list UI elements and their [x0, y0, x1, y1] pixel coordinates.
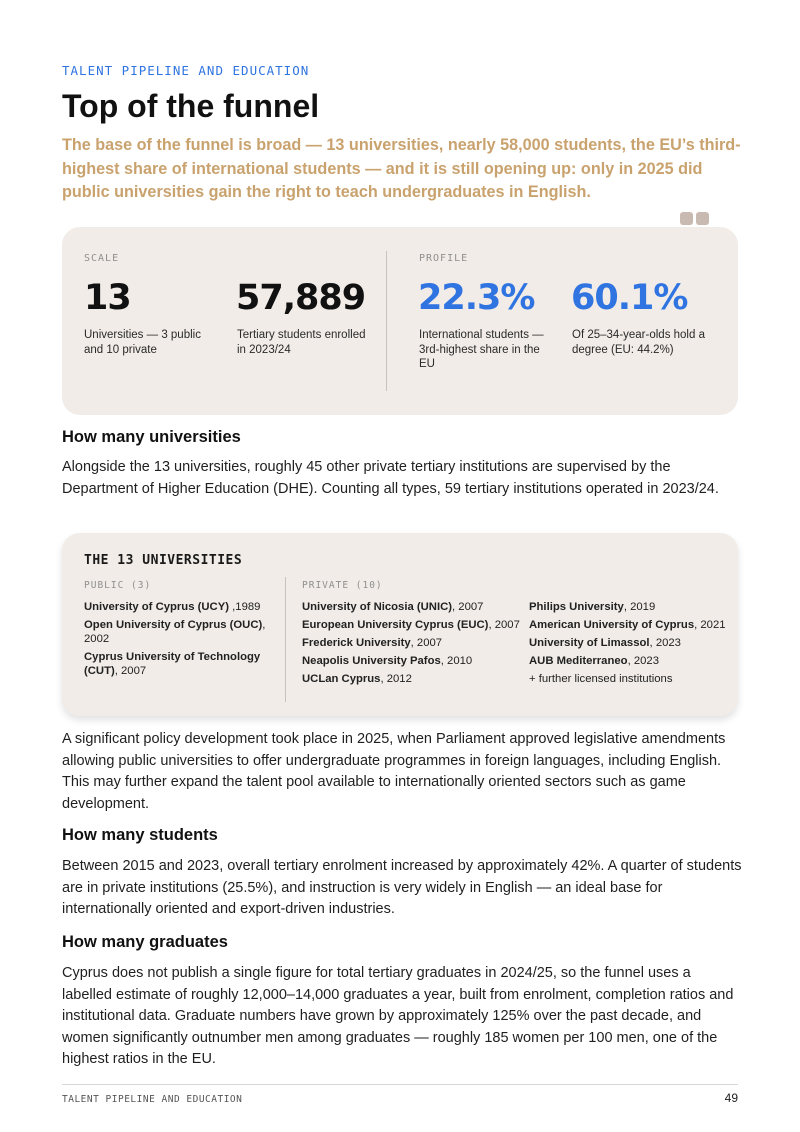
- list-item: Frederick University, 2007: [302, 637, 443, 649]
- heading-universities: How many universities: [62, 428, 241, 446]
- list-item: UCLan Cyprus, 2012: [302, 673, 412, 685]
- universities-divider: [285, 577, 286, 702]
- public-label: PUBLIC (3): [84, 580, 152, 591]
- paragraph-universities: Alongside the 13 universities, roughly 45 other private tertiary institutions are supervised by the Department of Higher Education (DHE). Counting all types, 59 tertiary institutions operated in 2023/24.: [62, 459, 719, 497]
- stat-universities-desc: Universities — 3 public and 10 private: [84, 329, 201, 356]
- list-item: American University of Cyprus, 2021: [529, 619, 726, 631]
- stat-degree-desc: Of 25–34-year-olds hold a degree (EU: 44.2%): [572, 329, 705, 356]
- heading-graduates: How many graduates: [62, 933, 228, 951]
- lede-paragraph: The base of the funnel is broad — 13 universities, nearly 58,000 students, the EU’s third-highest share of international students — and it is still opening up: only in 2025 did public universities gain the right to teach undergraduates in English.: [62, 136, 741, 201]
- scale-label: SCALE: [84, 253, 120, 264]
- list-item: University of Cyprus (UCY) ,1989: [84, 601, 261, 613]
- list-item: Cyprus University of Technology (CUT), 2007: [84, 651, 261, 677]
- stat-students-value: 57,889: [236, 278, 366, 318]
- private-label: PRIVATE (10): [302, 580, 383, 591]
- list-item: University of Limassol, 2023: [529, 637, 681, 649]
- stat-universities-value: 13: [84, 278, 131, 318]
- list-item: Philips University, 2019: [529, 601, 656, 613]
- universities-card-title: THE 13 UNIVERSITIES: [84, 553, 243, 568]
- paragraph-policy: A significant policy development took place in 2025, when Parliament approved legislative amendments allowing public universities to offer undergraduate programmes in foreign languages, including English. This may further expand the talent pool available to internationally oriented sectors such as game development.: [62, 731, 726, 812]
- list-item: University of Nicosia (UNIC), 2007: [302, 601, 484, 613]
- list-item: + further licensed institutions: [529, 673, 673, 685]
- stats-card: [62, 227, 738, 415]
- paragraph-students: Between 2015 and 2023, overall tertiary enrolment increased by approximately 42%. A quarter of students are in private institutions (25.5%), and instruction is very widely in English — an ideal base for internationally oriented and export-driven industries.: [62, 858, 742, 917]
- stat-students-desc: Tertiary students enrolled in 2023/24: [237, 329, 366, 356]
- page-title: Top of the funnel: [62, 88, 320, 124]
- private-list-1: [302, 600, 527, 690]
- list-item: AUB Mediterraneo, 2023: [529, 655, 659, 667]
- page-number: 49: [724, 1091, 738, 1105]
- stat-degree-value: 60.1%: [571, 278, 688, 318]
- heading-students: How many students: [62, 826, 218, 844]
- stat-international-desc: International students — 3rd-highest share in the EU: [419, 329, 544, 370]
- list-item: Neapolis University Pafos, 2010: [302, 655, 473, 667]
- section-label: TALENT PIPELINE AND EDUCATION: [62, 63, 310, 78]
- public-list: [84, 600, 269, 682]
- footer-section-label: TALENT PIPELINE AND EDUCATION: [62, 1094, 243, 1105]
- paragraph-graduates: Cyprus does not publish a single figure for total tertiary graduates in 2024/25, so the funnel uses a labelled estimate of roughly 12,000–14,000 graduates a year, built from enrolment, completion ratios and institutional data. Graduate numbers have grown by approximately 125% over the past decade, and women significantly outnumber men among graduates — roughly 185 women per 100 men, one of the highest ratios in the EU.: [62, 965, 734, 1067]
- list-item: European University Cyprus (EUC), 2007: [302, 619, 520, 631]
- universities-card: [62, 533, 738, 716]
- stats-divider: [386, 251, 387, 391]
- stat-international-value: 22.3%: [418, 278, 535, 318]
- list-item: Open University of Cyprus (OUC), 2002: [84, 619, 266, 645]
- footer-divider: [62, 1084, 738, 1085]
- profile-label: PROFILE: [419, 253, 469, 264]
- private-list-2: [529, 600, 729, 690]
